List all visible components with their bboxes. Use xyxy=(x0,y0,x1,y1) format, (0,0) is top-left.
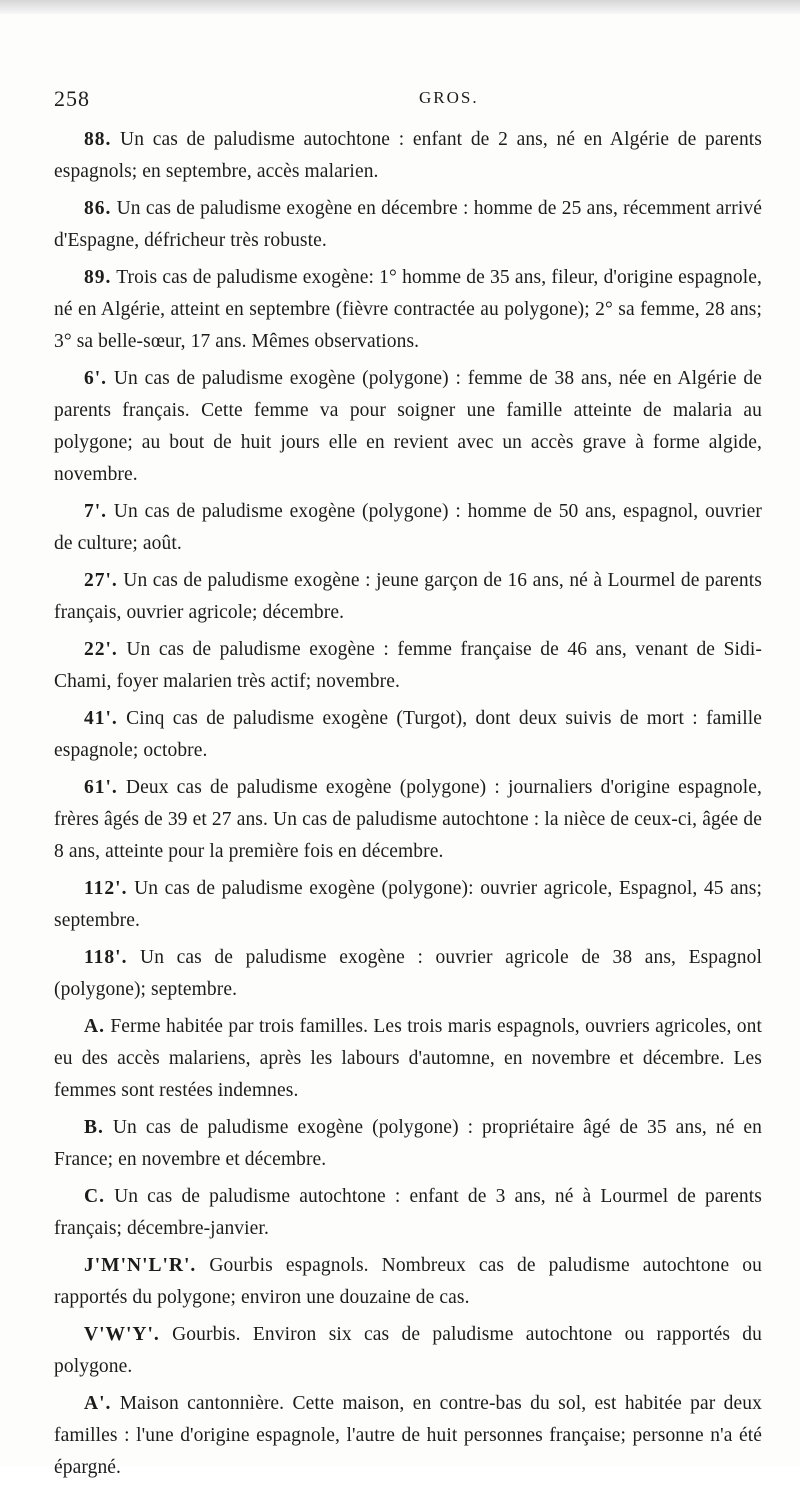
paragraph-text: Un cas de paludisme exogène (polygone) : femme de 38 ans, née en Algérie de parents français. Cette femme va pour soigner une famille atteinte de malaria au polygone; au bout de huit jours elle en revient avec un accès grave à forme algide, novembre. xyxy=(54,368,762,485)
paragraph-label: V'W'Y'. xyxy=(84,1324,160,1345)
paragraph-label: 61'. xyxy=(84,777,118,798)
paragraph-label: J'M'N'L'R'. xyxy=(84,1255,197,1276)
paragraph-text: Un cas de paludisme exogène : jeune garçon de 16 ans, né à Lourmel de parents français, ouvrier agricole; décembre. xyxy=(54,570,762,623)
paragraph-text: Un cas de paludisme exogène : ouvrier agricole de 38 ans, Espagnol (polygone); septembre. xyxy=(54,947,762,1000)
paragraph-27p xyxy=(54,565,762,629)
paragraph-text: Un cas de paludisme exogène (polygone) : propriétaire âgé de 35 ans, né en France; en novembre et décembre. xyxy=(54,1117,762,1170)
paragraph-text: Gourbis. Environ six cas de paludisme autochtone ou rapportés du polygone. xyxy=(54,1324,762,1377)
paragraph-text: Ferme habitée par trois familles. Les trois maris espagnols, ouvriers agricoles, ont eu des accès malariens, après les labours d'automne, en novembre et décembre. Les femmes sont restées indemnes. xyxy=(54,1016,762,1101)
paragraph-text: Un cas de paludisme exogène (polygone) : homme de 50 ans, espagnol, ouvrier de culture; août. xyxy=(54,501,762,554)
paragraph-text: Un cas de paludisme autochtone : enfant de 3 ans, né à Lourmel de parents français; décembre-janvier. xyxy=(54,1186,762,1239)
paragraph-text: Maison cantonnière. Cette maison, en contre-bas du sol, est habitée par deux familles : l'une d'origine espagnole, l'autre de huit personnes française; personne n'a été épargné. xyxy=(54,1393,762,1478)
paragraph-text: Deux cas de paludisme exogène (polygone) : journaliers d'origine espagnole, frères âgés de 39 et 27 ans. Un cas de paludisme autochtone : la nièce de ceux-ci, âgée de 8 ans, atteinte pour la première fois en décembre. xyxy=(54,777,762,862)
paragraph-6p xyxy=(54,363,762,491)
paragraph-88 xyxy=(54,124,762,188)
scan-edge xyxy=(0,0,800,14)
running-title: GROS. xyxy=(419,88,479,107)
paragraph-118p xyxy=(54,942,762,1006)
paragraph-41p xyxy=(54,703,762,767)
body-text xyxy=(54,124,762,1489)
paragraph-a xyxy=(54,1011,762,1107)
paragraph-61p xyxy=(54,772,762,868)
paragraph-22p xyxy=(54,634,762,698)
paragraph-label: 118'. xyxy=(84,947,128,968)
paragraph-89 xyxy=(54,262,762,358)
paragraph-label: 41'. xyxy=(84,708,118,729)
paragraph-jmnlr xyxy=(54,1250,762,1314)
paragraph-text: Un cas de paludisme exogène : femme française de 46 ans, venant de Sidi-Chami, foyer malarien très actif; novembre. xyxy=(54,639,762,692)
paragraph-ap xyxy=(54,1388,762,1484)
paragraph-86 xyxy=(54,193,762,257)
paragraph-label: A'. xyxy=(84,1393,112,1414)
paragraph-c xyxy=(54,1181,762,1245)
paragraph-label: 27'. xyxy=(84,570,118,591)
page-header xyxy=(54,86,750,116)
paragraph-label: 112'. xyxy=(84,878,128,899)
paragraph-7p xyxy=(54,496,762,560)
paragraph-text: Un cas de paludisme exogène en décembre : homme de 25 ans, récemment arrivé d'Espagne, défricheur très robuste. xyxy=(54,198,762,251)
paragraph-text: Trois cas de paludisme exogène: 1° homme de 35 ans, fileur, d'origine espagnole, né en Algérie, atteint en septembre (fièvre contractée au polygone); 2° sa femme, 28 ans; 3° sa belle-sœur, 17 ans. Mêmes observations. xyxy=(54,267,763,352)
paragraph-text: Gourbis espagnols. Nombreux cas de paludisme autochtone ou rapportés du polygone; environ une douzaine de cas. xyxy=(54,1255,762,1308)
paragraph-label: B. xyxy=(84,1117,104,1138)
paragraph-label: 6'. xyxy=(84,368,108,389)
paragraph-label: 7'. xyxy=(84,501,108,522)
paragraph-label: 88. xyxy=(84,129,112,150)
paragraph-text: Un cas de paludisme autochtone : enfant de 2 ans, né en Algérie de parents espagnols; en septembre, accès malarien. xyxy=(54,129,762,182)
page-number: 258 xyxy=(54,86,90,111)
paragraph-text: Cinq cas de paludisme exogène (Turgot), dont deux suivis de mort : famille espagnole; octobre. xyxy=(54,708,762,761)
paragraph-label: 22'. xyxy=(84,639,118,660)
paragraph-b xyxy=(54,1112,762,1176)
paragraph-label: 86. xyxy=(84,198,112,219)
paragraph-label: A. xyxy=(84,1016,105,1037)
paragraph-112p xyxy=(54,873,762,937)
paragraph-vwy xyxy=(54,1319,762,1383)
paragraph-label: C. xyxy=(84,1186,105,1207)
paragraph-label: 89. xyxy=(84,267,112,288)
paragraph-text: Un cas de paludisme exogène (polygone): ouvrier agricole, Espagnol, 45 ans; septembre. xyxy=(54,878,762,931)
